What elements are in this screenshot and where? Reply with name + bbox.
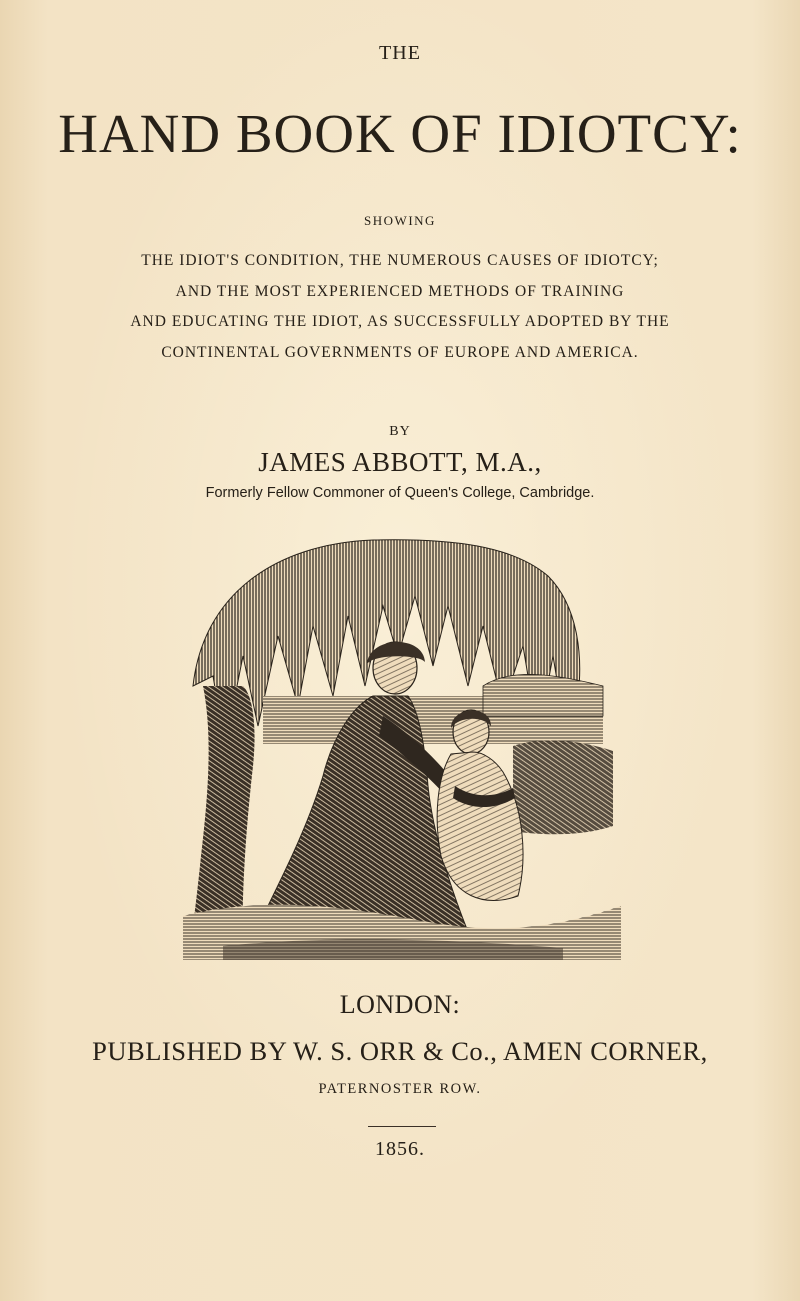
imprint-city: LONDON:: [339, 990, 461, 1019]
publication-year: 1856.: [375, 1138, 425, 1160]
subtitle-line: CONTINENTAL GOVERNMENTS OF EUROPE AND AMERICA.: [161, 343, 639, 361]
bench: [513, 741, 613, 835]
girl-right-dress: [437, 752, 523, 900]
author-name: JAMES ABBOTT, M.A.,: [258, 447, 542, 477]
subtitle-line: THE IDIOT'S CONDITION, THE NUMEROUS CAUSES OF IDIOTCY;: [141, 252, 659, 269]
author-affiliation: Formerly Fellow Commoner of Queen's College, Cambridge.: [205, 485, 595, 501]
showing-label: SHOWING: [364, 213, 436, 228]
subtitle-description: [0, 253, 800, 375]
far-trees-right: [483, 674, 603, 716]
by-label: BY: [389, 424, 411, 439]
publisher-street: PATERNOSTER ROW.: [318, 1081, 482, 1097]
divider-rule: [368, 1126, 436, 1127]
engraving-illustration-icon: [183, 536, 621, 960]
subtitle-line: AND THE MOST EXPERIENCED METHODS OF TRAINING: [175, 282, 625, 300]
pre-title: THE: [379, 42, 421, 64]
book-title: HAND BOOK OF IDIOTCY:: [58, 103, 742, 164]
subtitle-line: AND EDUCATING THE IDIOT, AS SUCCESSFULLY ADOPTED BY THE: [130, 313, 670, 330]
publisher-line: PUBLISHED BY W. S. ORR & Co., AMEN CORNER,: [92, 1036, 708, 1066]
